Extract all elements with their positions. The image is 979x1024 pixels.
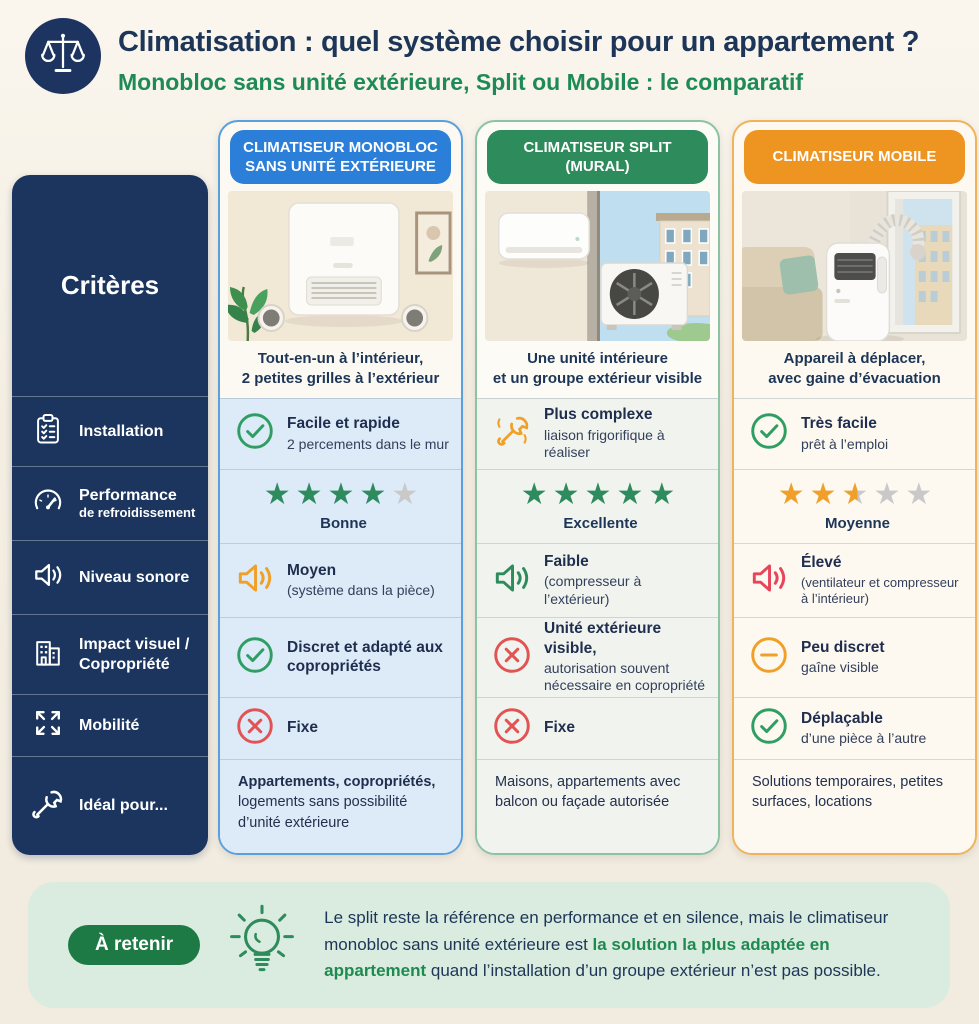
sidebar-item-ideal-for [12, 756, 208, 855]
card-header-line: CLIMATISEUR MONOBLOC [243, 138, 438, 156]
star-rating-label: Moyenne [824, 515, 890, 533]
page-title: Climatisation : quel système choisir pour un appartement ? [118, 26, 920, 58]
x-circle-icon [491, 634, 533, 681]
mobile-product-image [742, 191, 967, 341]
row-installation: Plus complexe liaison frigorifique à réaliser [477, 399, 718, 469]
card-monobloc-header [230, 130, 451, 184]
sidebar-item-sublabel: de refroidissement [79, 504, 196, 520]
gauge-icon [30, 483, 66, 524]
wrench-icon [30, 786, 66, 827]
sidebar-item-label: Impact visuel / [79, 636, 190, 654]
sidebar-item-installation [12, 396, 208, 466]
sidebar-item-label: Installation [79, 422, 164, 440]
card-header-line: SANS UNITÉ EXTÉRIEURE [245, 158, 436, 175]
row-mobility: Déplaçable d’une pièce à l’autre [734, 697, 975, 759]
check-circle-icon [748, 705, 790, 752]
row-installation: Très facile prêt à l’emploi [734, 399, 975, 469]
check-circle-icon [234, 410, 276, 457]
sidebar-item-noise [12, 540, 208, 614]
card-monobloc [218, 120, 463, 855]
card-caption: Tout-en-un à l’intérieur, 2 petites grilles à l’extérieur [241, 350, 440, 387]
sidebar-item-label: Performance [79, 486, 177, 504]
x-circle-icon [491, 705, 533, 752]
sidebar-item-sublabel: Copropriété [79, 655, 170, 673]
minus-circle-icon [748, 634, 790, 681]
card-header-line: (MURAL) [565, 158, 630, 175]
row-installation: Facile et rapide 2 percements dans le mur [220, 399, 461, 469]
sidebar-item-mobility [12, 694, 208, 756]
monobloc-product-image [228, 191, 453, 341]
sidebar-title: Critères [60, 270, 160, 300]
row-visual-impact: Unité extérieure visible, autorisation souvent nécessaire en copropriété [477, 617, 718, 697]
card-caption: Appareil à déplacer, avec gaine d’évacuation [768, 350, 941, 387]
sidebar-item-label: Niveau sonore [79, 568, 190, 586]
card-split [475, 120, 720, 855]
criteria-sidebar [12, 175, 208, 855]
row-visual-impact: Peu discret gaîne visible [734, 617, 975, 697]
star-rating: ★★★★★ [777, 478, 938, 512]
row-noise: Faible (compresseur à l’extérieur) [477, 543, 718, 617]
lightbulb-icon [224, 901, 300, 990]
row-performance [477, 469, 718, 543]
card-split-header [487, 130, 708, 184]
check-circle-icon [748, 410, 790, 457]
card-header-line: CLIMATISEUR MOBILE [772, 148, 937, 166]
star-rating: ★★★★★ [520, 478, 681, 512]
logo-badge [25, 18, 101, 94]
expand-arrows-icon [30, 705, 66, 746]
takeaway-badge: À retenir [68, 925, 200, 965]
row-ideal-for: Maisons, appartements avec balcon ou façade autorisée [477, 759, 718, 853]
card-mobile-header [744, 130, 965, 184]
building-icon [30, 634, 66, 675]
star-rating: ★★★★★ [263, 478, 424, 512]
clipboard-checklist-icon [30, 411, 66, 452]
row-mobility: Fixe [220, 697, 461, 759]
sidebar-item-performance [12, 466, 208, 540]
key-takeaway-panel [28, 882, 950, 1008]
speaker-red-icon [748, 557, 790, 604]
row-performance [220, 469, 461, 543]
sidebar-item-label: Mobilité [79, 716, 140, 734]
split-product-image [485, 191, 710, 341]
speaker-orange-icon [234, 557, 276, 604]
speaker-icon [30, 557, 66, 598]
card-caption: Une unité intérieure et un groupe extérieur visible [492, 350, 703, 387]
row-ideal-for: Solutions temporaires, petites surfaces, locations [734, 759, 975, 853]
row-visual-impact: Discret et adapté aux copropriétés [220, 617, 461, 697]
speaker-green-icon [491, 557, 533, 604]
row-noise: Moyen (système dans la pièce) [220, 543, 461, 617]
row-mobility: Fixe [477, 697, 718, 759]
x-circle-icon [234, 705, 276, 752]
card-header-line: CLIMATISEUR SPLIT [523, 138, 672, 156]
card-mobile [732, 120, 977, 855]
sidebar-item-visual-impact [12, 614, 208, 694]
check-circle-icon [234, 634, 276, 681]
page-subtitle: Monobloc sans unité extérieure, Split ou Mobile : le comparatif [118, 69, 803, 95]
scales-icon [37, 28, 89, 85]
takeaway-text: Le split reste la référence en performance et en silence, mais le climatiseur monobloc sans unité extérieure est la solution la plus adaptée en appartement quand l’installation d’un groupe extérieur n’est pas possible. [324, 908, 889, 981]
row-performance [734, 469, 975, 543]
star-rating-label: Bonne [320, 515, 367, 533]
row-ideal-for: Appartements, copropriétés, logements sans possibilité d’unité extérieure [220, 759, 461, 853]
star-rating-label: Excellente [563, 515, 638, 533]
sidebar-item-label: Idéal pour... [79, 797, 168, 815]
wrench-orange-icon [491, 410, 533, 457]
row-noise: Élevé (ventilateur et compresseur à l’intérieur) [734, 543, 975, 617]
